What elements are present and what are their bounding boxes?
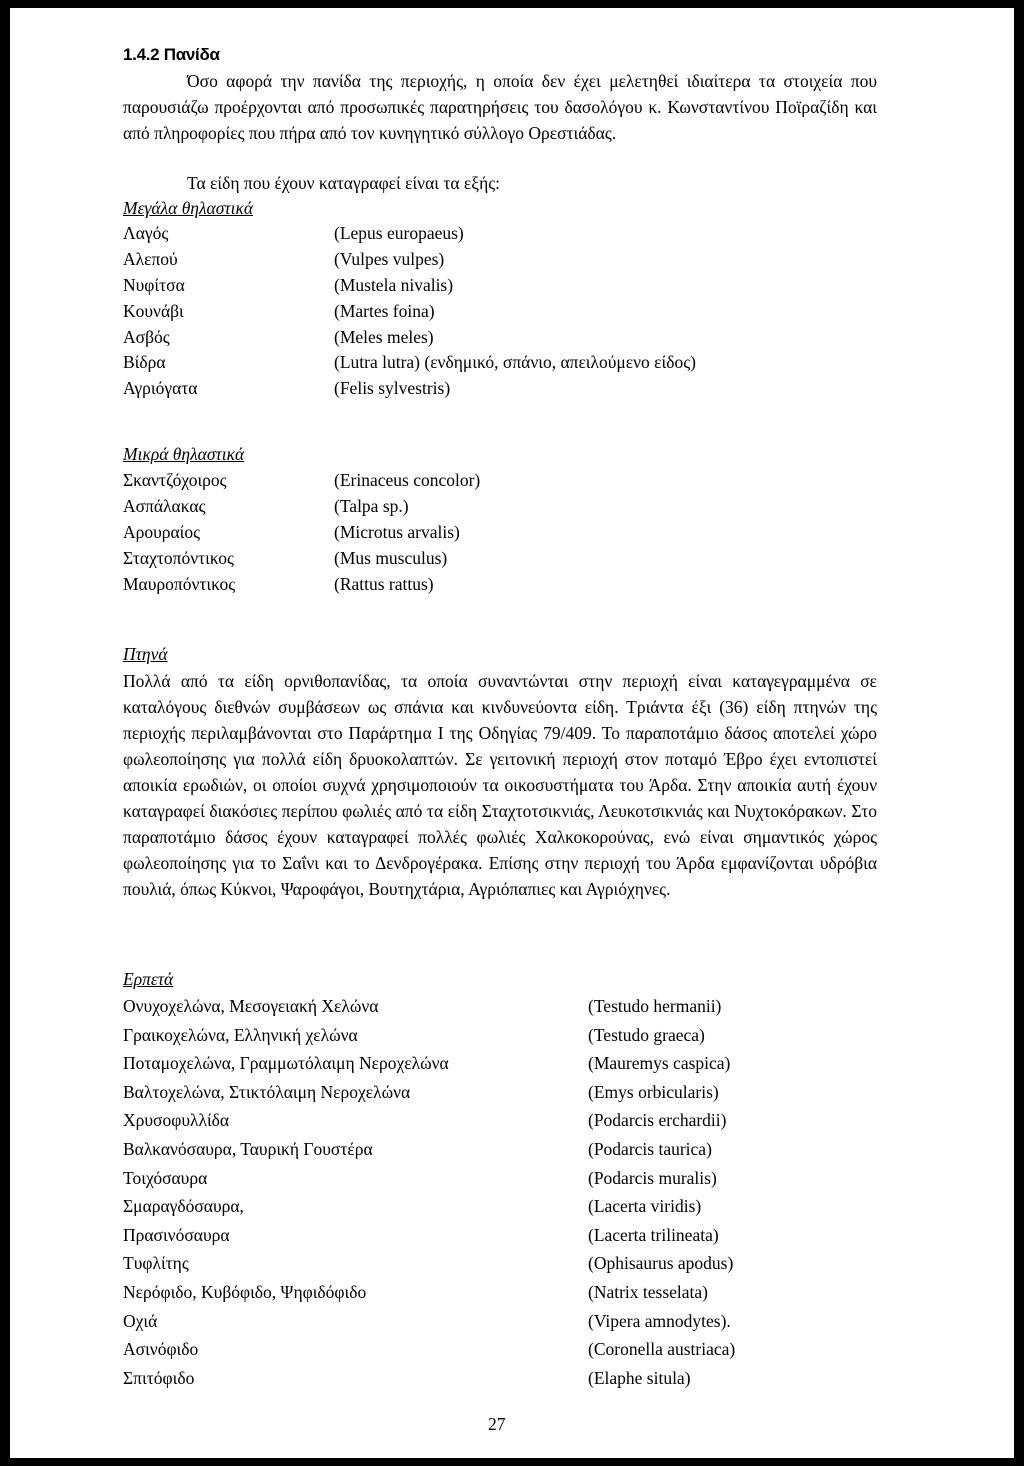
common-name: Σμαραγδόσαυρα, xyxy=(123,1196,244,1217)
common-name: Οχιά xyxy=(123,1310,158,1331)
section-heading: 1.4.2 Πανίδα xyxy=(123,45,220,64)
common-name: Σπιτόφιδο xyxy=(123,1367,195,1388)
common-name: Αγριόγατα xyxy=(123,378,198,399)
common-name: Κουνάβι xyxy=(123,300,184,321)
common-name: Αλεπού xyxy=(123,248,178,269)
document-page xyxy=(10,8,1014,1458)
birds-title: Πτηνά xyxy=(123,644,168,664)
reptiles-title: Ερπετά xyxy=(123,969,174,989)
birds-paragraph: Πολλά από τα είδη ορνιθοπανίδας, τα οποία συναντώνται στην περιοχή είναι καταγεγραμμένα σε καταλόγους διεθνών συμβάσεων ως σπάνια και κινδυνεύοντα είδη. Τριάντα έξι (36) είδη πτηνών της περιοχής περιλαμβάνονται στο Παράρτημα Ι της Οδηγίας 79/409. Το παραποτάμιο δάσος αποτελεί χώρο φωλεοποίησης για πολλά είδη δρυοκολαπτών. Σε γειτονική περιοχή στον ποταμό Έβρο έχει εντοπιστεί αποικία ερωδιών, οι οποίοι συχνά χρησιμοποιούν τα οικοσυστήματα του Άρδα. Στην αποικία αυτή έχουν καταγραφεί διακόσιες περίπου φωλιές από τα είδη Σταχτοτσικνιάς, Λευκοτσικνιάς και Νυχτοκόρακων. Στο παραποτάμιο δάσος έχουν καταγραφεί πολλές φωλιές Χαλκοκορούνας, ενώ είναι σημαντικός χώρος φωλεοποίησης για το Σαΐνι και το Δενδρογέρακα. Επίσης στην περιοχή του Άρδα εμφανίζονται υδρόβια πουλιά, όπως Κύκνοι, Ψαροφάγοι, Βουτηχτάρια, Αγριόπαπιες και Αγριόχηνες. xyxy=(123,671,877,899)
latin-name: (Coronella austriaca) xyxy=(588,1339,736,1360)
common-name: Βαλκανόσαυρα, Ταυρική Γουστέρα xyxy=(123,1138,373,1159)
common-name: Ασπάλακας xyxy=(123,495,206,516)
latin-name: (Meles meles) xyxy=(334,326,434,347)
latin-name: (Vulpes vulpes) xyxy=(334,248,445,269)
latin-name: (Martes foina) xyxy=(334,300,435,321)
large-mammals-title: Μεγάλα θηλαστικά xyxy=(123,198,254,218)
latin-name: (Podarcis erchardii) xyxy=(588,1110,727,1131)
latin-name: (Felis sylvestris) xyxy=(334,378,451,399)
latin-name: (Emys orbicularis) xyxy=(588,1081,719,1102)
latin-name: (Podarcis muralis) xyxy=(588,1167,717,1188)
common-name: Σκαντζόχοιρος xyxy=(123,470,227,490)
intro-paragraph: Όσο αφορά την πανίδα της περιοχής, η οποία δεν έχει μελετηθεί ιδιαίτερα τα στοιχεία που παρουσιάζω προέρχονται από προσωπικές παρατηρήσεις του δασολόγου κ. Κωνσταντίνου Ποϊραζίδη και από πληροφορίες που πήρα από τον κυνηγητικό σύλλογο Ορεστιάδας. xyxy=(123,71,877,143)
common-name: Σταχτοπόντικος xyxy=(123,547,234,568)
latin-name: (Natrix tesselata) xyxy=(588,1281,709,1302)
common-name: Γραικοχελώνα, Ελληνική χελώνα xyxy=(123,1024,358,1045)
common-name: Τυφλίτης xyxy=(123,1253,189,1274)
latin-name: (Mauremys caspica) xyxy=(588,1053,731,1074)
common-name: Ασινόφιδο xyxy=(123,1339,199,1360)
common-name: Μαυροπόντικος xyxy=(123,573,236,594)
latin-name: (Lepus europaeus) xyxy=(334,223,464,243)
species-lead-sentence: Τα είδη που έχουν καταγραφεί είναι τα εξής: xyxy=(187,173,501,193)
latin-name: (Rattus rattus) xyxy=(334,573,434,594)
latin-name: (Lacerta trilineata) xyxy=(588,1224,719,1245)
common-name: Βαλτοχελώνα, Στικτόλαιμη Νεροχελώνα xyxy=(123,1081,411,1102)
common-name: Τοιχόσαυρα xyxy=(123,1167,208,1188)
latin-name: (Podarcis taurica) xyxy=(588,1138,712,1159)
common-name: Ποταμοχελώνα, Γραμμωτόλαιμη Νεροχελώνα xyxy=(123,1053,449,1074)
latin-name: (Testudo graeca) xyxy=(588,1024,705,1045)
common-name: Πρασινόσαυρα xyxy=(123,1224,230,1245)
latin-name: (Mustela nivalis) xyxy=(334,274,454,295)
latin-name: (Ophisaurus apodus) xyxy=(588,1253,734,1274)
latin-name: (Erinaceus concolor) xyxy=(334,470,481,490)
latin-name: (Talpa sp.) xyxy=(334,495,409,516)
latin-name: (Mus musculus) xyxy=(334,547,448,568)
common-name: Αρουραίος xyxy=(123,521,201,542)
common-name: Χρυσοφυλλίδα xyxy=(123,1110,230,1131)
common-name: Νερόφιδο, Κυβόφιδο, Ψηφιδόφιδο xyxy=(123,1281,367,1302)
common-name: Λαγός xyxy=(123,223,169,243)
latin-name: (Vipera amnodytes). xyxy=(588,1310,731,1331)
page-number: 27 xyxy=(488,1414,506,1434)
latin-name: (Testudo hermanii) xyxy=(588,996,722,1016)
small-mammals-title: Μικρά θηλαστικά xyxy=(123,444,245,464)
common-name: Ασβός xyxy=(123,326,170,347)
common-name: Βίδρα xyxy=(123,352,166,373)
common-name: Ονυχοχελώνα, Μεσογειακή Χελώνα xyxy=(123,996,379,1016)
latin-name: (Elaphe situla) xyxy=(588,1367,691,1388)
common-name: Νυφίτσα xyxy=(123,274,185,295)
latin-name: (Lacerta viridis) xyxy=(588,1196,702,1217)
latin-name: (Microtus arvalis) xyxy=(334,521,460,542)
latin-name: (Lutra lutra) (ενδημικό, σπάνιο, απειλούμενο είδος) xyxy=(334,352,696,373)
